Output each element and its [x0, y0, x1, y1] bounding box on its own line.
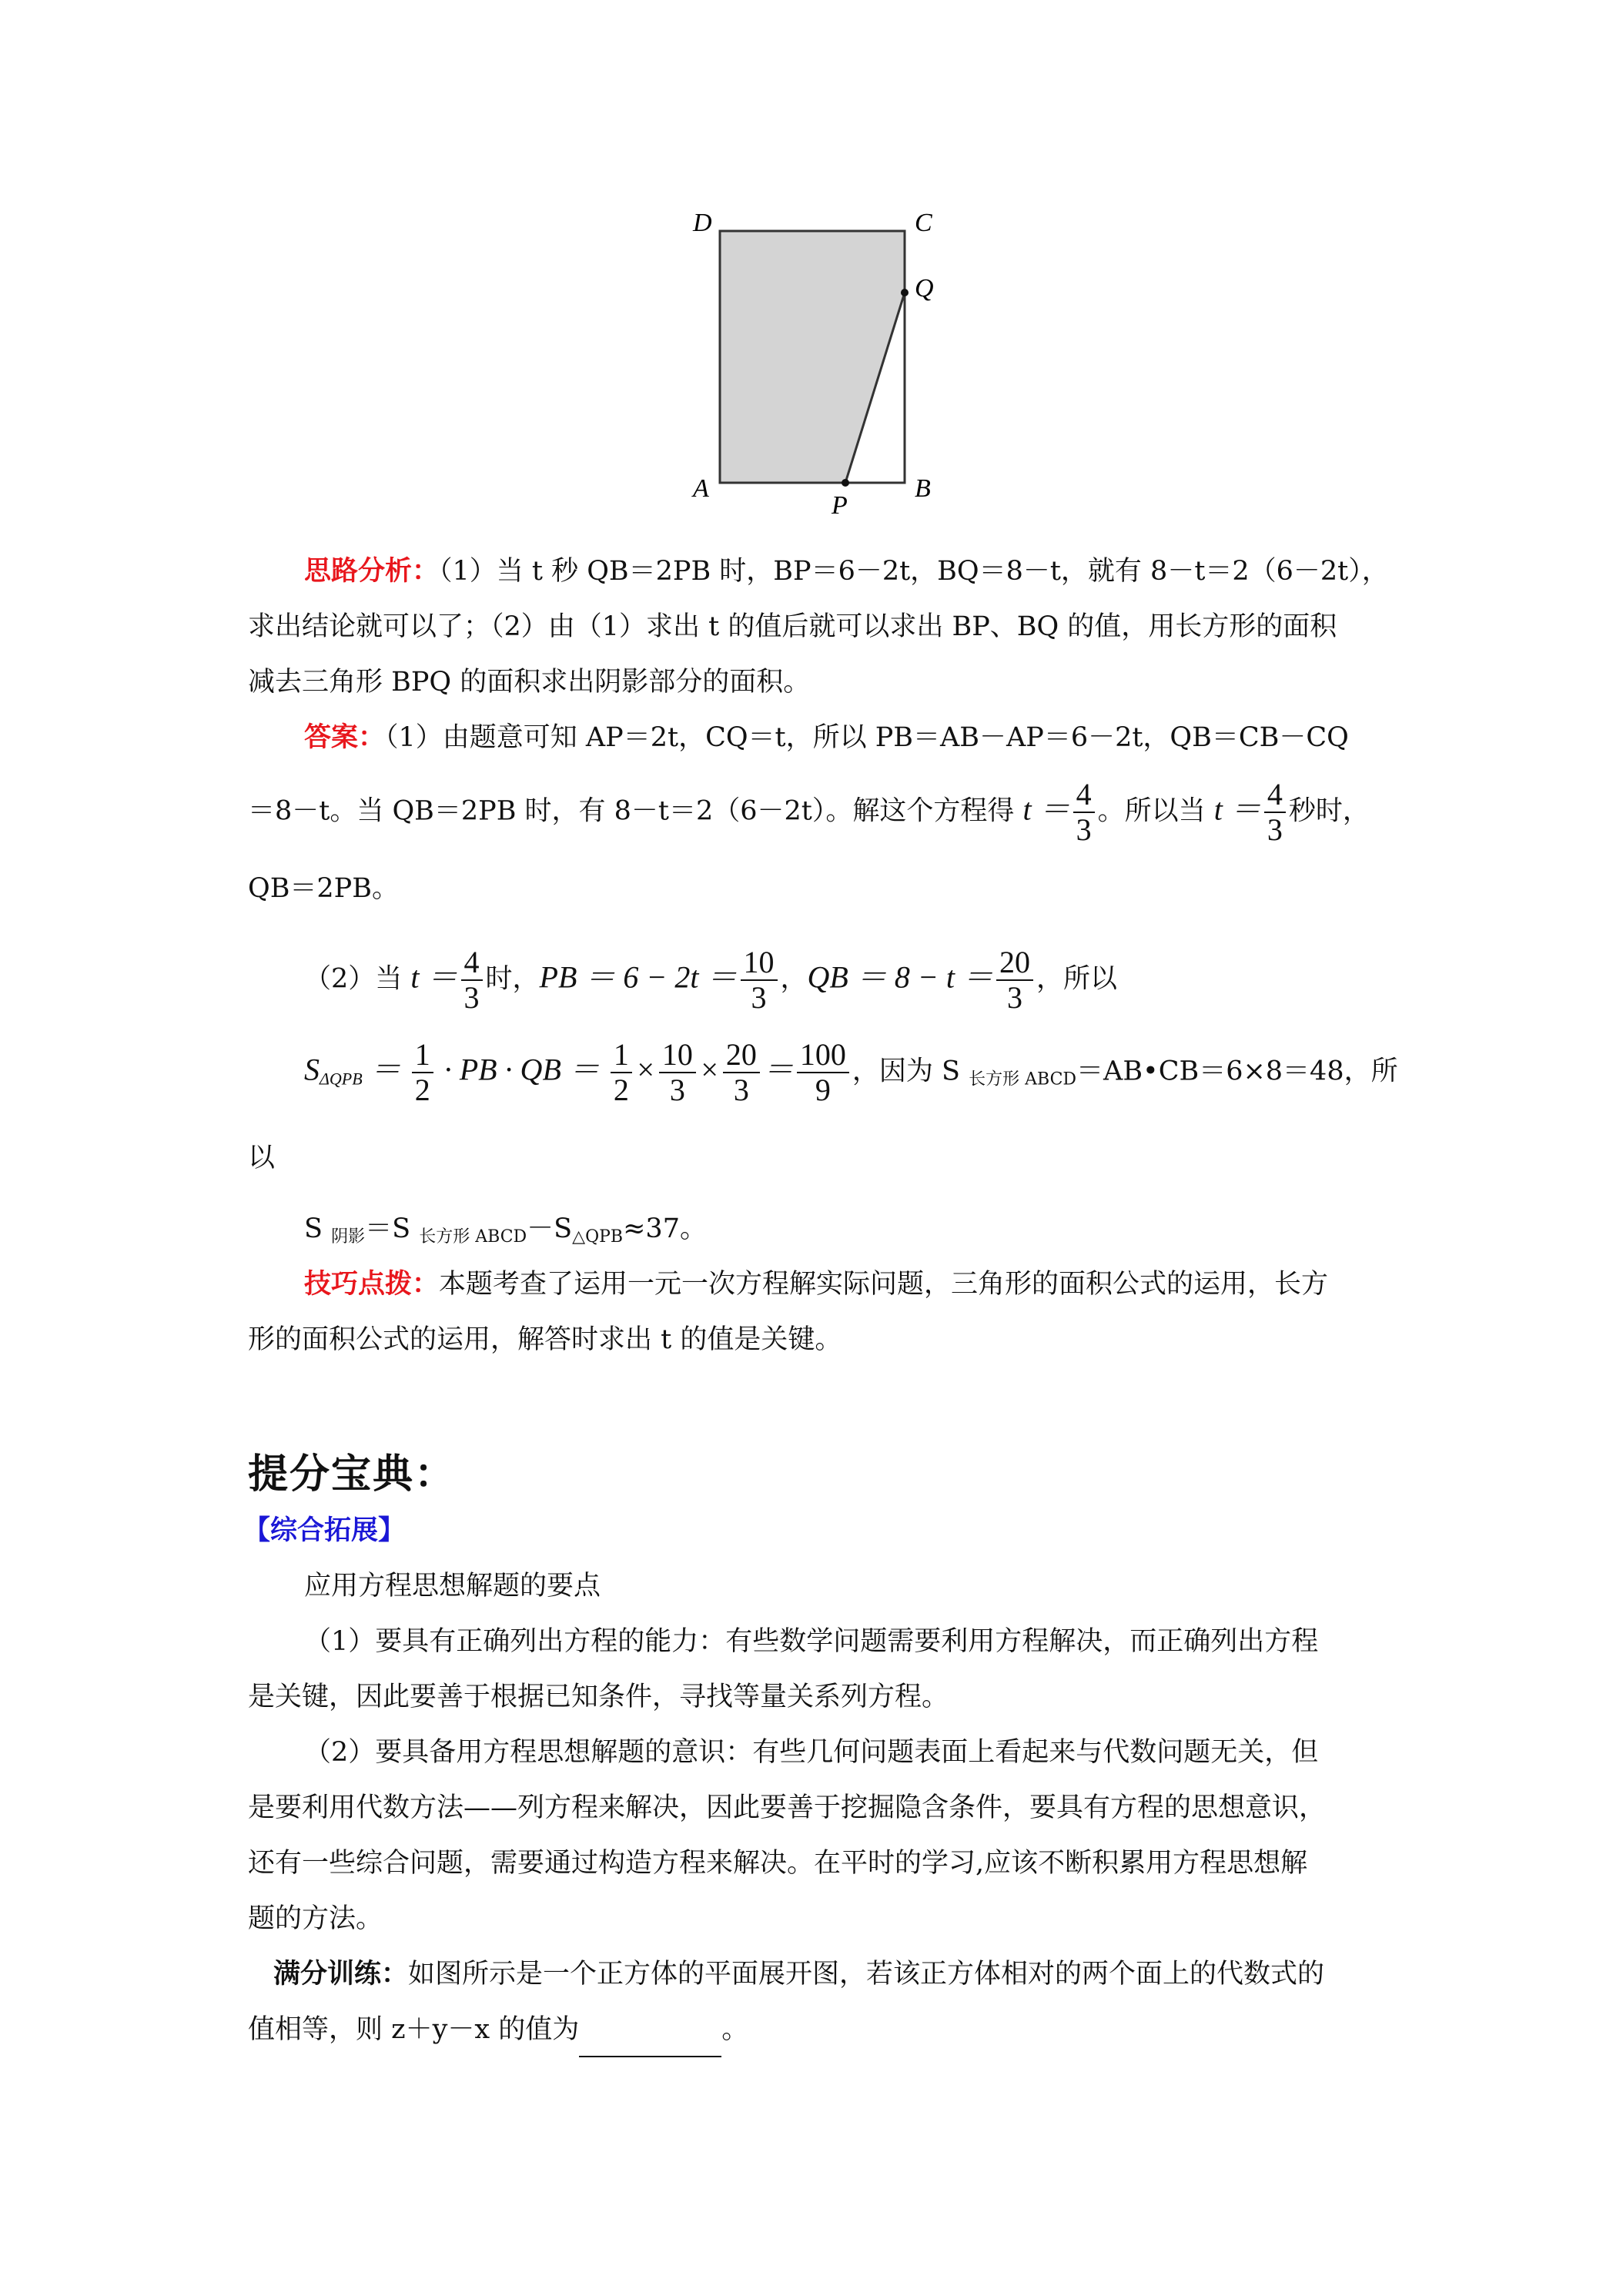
- point-2-line-4: 题的方法。: [248, 1903, 383, 1934]
- part2-qb-expr: QB ＝ 8 − t ＝: [807, 959, 993, 995]
- fraction-denominator: 9: [815, 1073, 831, 1107]
- answer-blank[interactable]: [579, 2025, 721, 2057]
- fraction-4-3-c: [461, 946, 483, 1015]
- part2-when: 时，: [485, 963, 540, 995]
- fraction-numerator: 20: [996, 946, 1033, 981]
- fraction-20-3-b: [723, 1038, 760, 1107]
- result-end: ≈37。: [623, 1213, 707, 1244]
- area-s: S: [304, 1052, 320, 1087]
- fraction-numerator: 4: [461, 946, 483, 981]
- answer-text-2a: ＝8－t。当 QB＝2PB 时，有 8－t＝2（6－2t）。解这个方程得: [248, 795, 1023, 827]
- training-text-1: 如图所示是一个正方体的平面展开图，若该正方体相对的两个面上的代数式的: [408, 1959, 1325, 1990]
- area-because-rest: ＝AB•CB＝6×8＝48，所: [1076, 1056, 1398, 1087]
- fraction-denominator: 3: [733, 1073, 749, 1107]
- analysis-line-2: 求出结论就可以了；（2）由（1）求出 t 的值后就可以求出 BP、BQ 的值，用长方形的面积: [248, 611, 1337, 642]
- part2-t-eq: t ＝: [410, 959, 458, 995]
- training-line-1: [273, 1946, 1413, 2002]
- training-label: 满分训练：: [273, 1958, 409, 1990]
- fraction-denominator: 3: [669, 1073, 685, 1107]
- area-subscript: ΔQPB: [320, 1069, 363, 1089]
- tips-intro: 应用方程思想解题的要点: [304, 1571, 601, 1602]
- area-because: ，因为 S: [852, 1056, 969, 1087]
- area-continuation: 以: [248, 1143, 276, 1173]
- fraction-4-3: [1073, 778, 1095, 847]
- fraction-numerator: 100: [797, 1038, 849, 1073]
- point-1-line-1: （1）要具有正确列出方程的能力：有些数学问题需要利用方程解决，而正确列出方程: [304, 1626, 1319, 1657]
- result-eq: ＝S: [365, 1213, 420, 1244]
- point-2-line-3: 还有一些综合问题，需要通过构造方程来解决。在平时的学习,应该不断积累用方程思想解: [248, 1848, 1308, 1879]
- rectangle-figure: [670, 196, 962, 520]
- point-p: [842, 479, 849, 487]
- fraction-denominator: 2: [414, 1073, 430, 1107]
- label-p: P: [832, 491, 848, 520]
- fraction-denominator: 3: [1076, 812, 1092, 847]
- label-b: B: [915, 474, 931, 503]
- answer-text-2b: 。所以当: [1097, 795, 1214, 827]
- section-title: 提分宝典：: [248, 1451, 457, 1498]
- training-end: 。: [721, 2014, 749, 2045]
- result-sub-tri: △QPB: [572, 1227, 624, 1247]
- expand-label: 【综合拓展】: [243, 1514, 406, 1546]
- fraction-10-3: [741, 946, 778, 1015]
- answer-line-3: QB＝2PB。: [248, 873, 399, 904]
- answer-t-eq: t ＝: [1022, 792, 1070, 827]
- tip-text-1: 本题考查了运用一元一次方程解实际问题，三角形的面积公式的运用，长方: [439, 1269, 1329, 1300]
- area-eq: ＝: [362, 1052, 409, 1087]
- answer-text-1: （1）由题意可知 AP＝2t，CQ＝t，所以 PB＝AB－AP＝6－2t，QB＝CB－CQ: [385, 722, 1349, 753]
- result-sub-shadow: 阴影: [331, 1227, 366, 1247]
- part2-suffix: ，所以: [1036, 963, 1117, 995]
- fraction-denominator: 3: [751, 980, 767, 1015]
- label-a: A: [693, 474, 709, 503]
- tip-line-2: 形的面积公式的运用，解答时求出 t 的值是关键。: [248, 1324, 842, 1355]
- tip-label: 技巧点拨：: [304, 1268, 440, 1300]
- shaded-region: [720, 231, 905, 483]
- result-sub-rect: 长方形 ABCD: [419, 1227, 527, 1247]
- fraction-numerator: 10: [741, 946, 778, 981]
- part2-pb-expr: PB ＝ 6 − 2t ＝: [539, 959, 738, 995]
- area-mid: · PB · QB ＝: [436, 1052, 607, 1087]
- fraction-100-9: [797, 1038, 849, 1107]
- area-because-sub: 长方形 ABCD: [969, 1069, 1077, 1089]
- analysis-line-3: 减去三角形 BPQ 的面积求出阴影部分的面积。: [248, 667, 811, 698]
- point-q: [901, 289, 909, 296]
- answer-text-2c: 秒时，: [1288, 795, 1370, 827]
- label-c: C: [915, 209, 932, 237]
- fraction-numerator: 20: [723, 1038, 760, 1073]
- point-2-line-1: （2）要具备用方程思想解题的意识：有些几何问题表面上看起来与代数问题无关，但: [304, 1737, 1319, 1768]
- analysis-label: 思路分析：: [304, 555, 440, 587]
- training-line-2: [248, 2002, 1387, 2057]
- area-formula-line: $S_{\Delta QPB}$ ＝ $\frac{1}{2}$ · PB · QB ＝ $\frac{1}{2}$ × $\frac{10}{3}$ × $\frac{20}{3}$ ＝ $\frac{100}{9}$ ，因为 S $_{长方形 ABCD}$＝AB•CB＝6×8＝48，所: [304, 1037, 1398, 1107]
- label-q: Q: [915, 274, 934, 303]
- fraction-1-2: [412, 1038, 433, 1107]
- result-minus: －S: [527, 1213, 573, 1244]
- answer-line-1: [304, 710, 1444, 765]
- fraction-numerator: 4: [1073, 778, 1095, 813]
- tip-line-1: [304, 1257, 1444, 1312]
- fraction-denominator: 3: [1267, 812, 1283, 847]
- answer-part-2: （2）当 t ＝ $\frac{4}{3}$ 时，PB ＝ 6 − 2t ＝ $\frac{10}{3}$ ，QB ＝ 8 − t ＝ $\frac{20}{3}$ ，所以: [304, 945, 1117, 1015]
- point-2-line-2: 是要利用代数方法——列方程来解决，因此要善于挖掘隐含条件，要具有方程的思想意识，: [248, 1792, 1327, 1823]
- fraction-1-2-b: [611, 1038, 632, 1107]
- fraction-numerator: 4: [1264, 778, 1286, 813]
- fraction-10-3-b: [659, 1038, 696, 1107]
- result-s: S: [304, 1213, 332, 1244]
- fraction-4-3-b: [1264, 778, 1286, 847]
- fraction-20-3: [996, 946, 1033, 1015]
- label-d: D: [693, 209, 712, 237]
- fraction-denominator: 3: [463, 980, 480, 1015]
- analysis-line-1: [304, 544, 1444, 599]
- analysis-text-1: （1）当 t 秒 QB＝2PB 时，BP＝6－2t，BQ＝8－t，就有 8－t＝2（6－2t），: [439, 556, 1389, 587]
- result-line: [304, 1201, 1444, 1265]
- fraction-numerator: 1: [611, 1038, 632, 1073]
- answer-t-eq-2: t ＝: [1213, 792, 1261, 827]
- answer-label: 答案：: [304, 721, 386, 753]
- fraction-numerator: 1: [412, 1038, 433, 1073]
- training-text-2: 值相等，则 z＋y－x 的值为: [248, 2014, 580, 2045]
- fraction-denominator: 3: [1006, 980, 1022, 1015]
- part2-prefix: （2）当: [304, 963, 411, 995]
- point-1-line-2: 是关键，因此要善于根据已知条件，寻找等量关系列方程。: [248, 1682, 949, 1712]
- fraction-numerator: 10: [659, 1038, 696, 1073]
- fraction-denominator: 2: [613, 1073, 629, 1107]
- answer-line-2: [248, 778, 1387, 847]
